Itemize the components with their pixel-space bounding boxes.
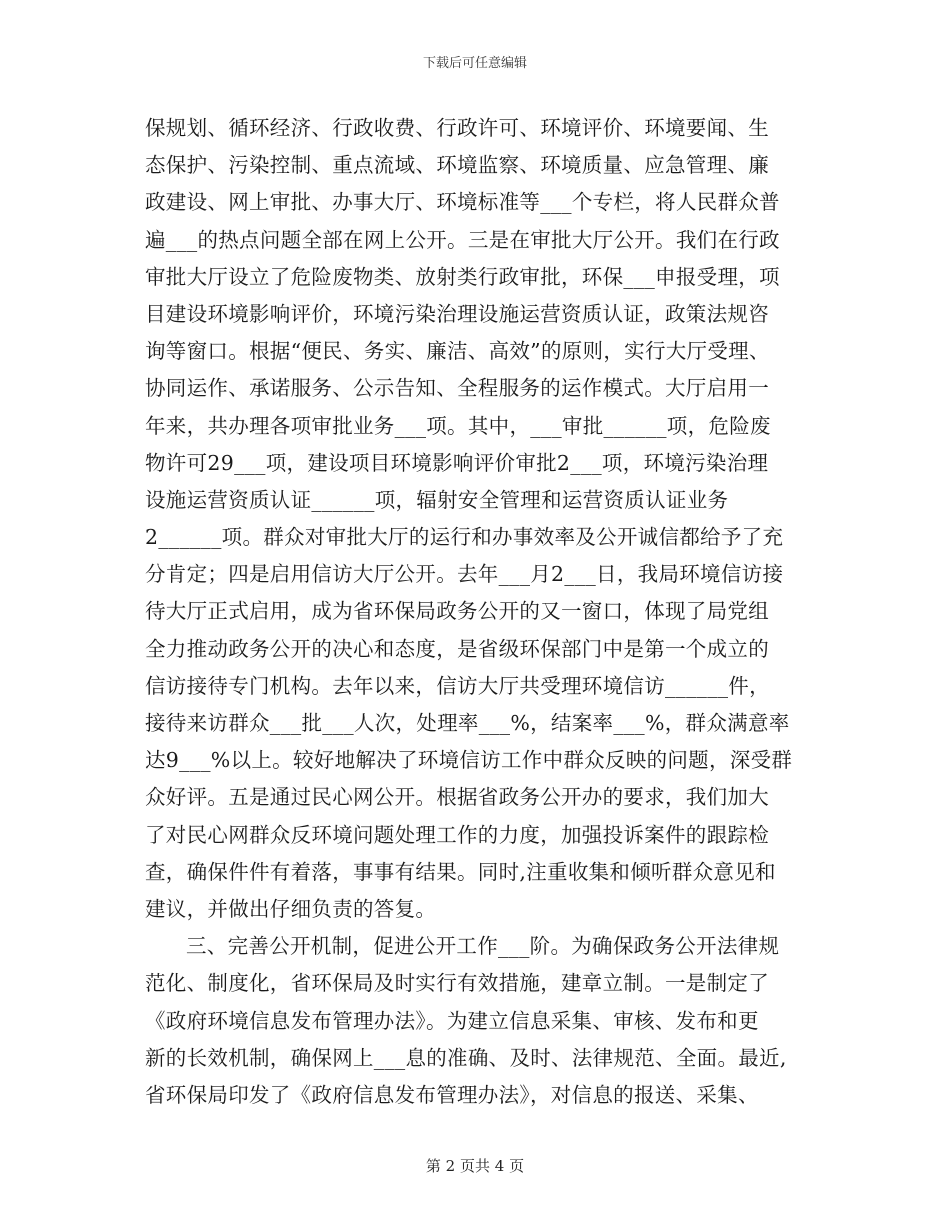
text-line: 保规划、循环经济、行政收费、行政许可、环境评价、环境要闻、生 — [145, 116, 769, 140]
text-line: 协同运作、承诺服务、公示告知、全程服务的运作模式。大厅启用一 — [145, 376, 769, 401]
text-line: 分肯定；四是启用信访大厅公开。去年___月2___日，我局环境信访接 — [145, 562, 784, 587]
text-line: 众好评。五是通过民心网公开。根据省政务公开办的要求，我们加大 — [145, 785, 769, 810]
text-line: 范化、制度化，省环保局及时实行有效措施，建章立制。一是制定了 — [145, 971, 769, 996]
text-line: 接待来访群众___批___人次，处理率___%，结案率___%，群众满意率 — [145, 711, 790, 735]
text-line: 态保护、污染控制、重点流域、环境监察、环境质量、应急管理、廉 — [145, 153, 769, 178]
text-line: 设施运营资质认证______项，辐射安全管理和运营资质认证业务 — [145, 487, 729, 512]
text-line: 物许可29___项，建设项目环境影响评价审批2___项，环境污染治理 — [145, 450, 769, 475]
text-line: 达9___%以上。较好地解决了环境信访工作中群众反映的问题，深受群 — [145, 748, 793, 773]
text-line: 全力推动政务公开的决心和态度，是省级环保部门中是第一个成立的 — [145, 636, 769, 661]
text-line: 年来，共办理各项审批业务___项。其中，___审批______项，危险废 — [145, 413, 771, 438]
text-line: 新的长效机制，确保网上___息的准确、及时、法律规范、全面。最近, — [145, 1045, 787, 1070]
text-line: 2______项。群众对审批大厅的运行和办事效率及公开诚信都给予了充 — [145, 525, 784, 550]
text-line: 审批大厅设立了危险废物类、放射类行政审批，环保___申报受理，项 — [145, 264, 780, 289]
text-line: 查，确保件件有着落，事事有结果。同时,注重收集和倾听群众意见和 — [145, 859, 776, 884]
page-footer: 第 2 页共 4 页 — [425, 1157, 525, 1175]
text-line: 询等窗口。根据“便民、务实、廉洁、高效”的原则，实行大厅受理、 — [145, 339, 770, 364]
text-line: 《政府环境信息发布管理办法》。为建立信息采集、审核、发布和更 — [145, 1008, 759, 1033]
text-line: 待大厅正式启用，成为省环保局政务公开的又一窗口，体现了局党组 — [145, 599, 769, 624]
text-line: 省环保局印发了《政府信息发布管理办法》，对信息的报送、采集、 — [145, 1082, 759, 1107]
page-header: 下载后可任意编辑 — [422, 56, 527, 71]
text-line: 遍___的热点问题全部在网上公开。三是在审批大厅公开。我们在行政 — [145, 227, 780, 252]
text-line: 信访接待专门机构。去年以来，信访大厅共受理环境信访______件， — [145, 673, 770, 698]
document-body — [145, 110, 815, 1114]
text-line: 建议，并做出仔细负责的答复。 — [145, 896, 437, 921]
text-line: 了对民心网群众反环境问题处理工作的力度，加强投诉案件的跟踪检 — [145, 822, 769, 847]
text-line: 目建设环境影响评价，环境污染治理设施运营资质认证，政策法规咨 — [145, 301, 769, 326]
text-line: 政建设、网上审批、办事大厅、环境标准等___个专栏，将人民群众普 — [145, 190, 780, 215]
section-heading-line: 三、完善公开机制，促进公开工作___阶。为确保政务公开法律规 — [186, 934, 780, 959]
